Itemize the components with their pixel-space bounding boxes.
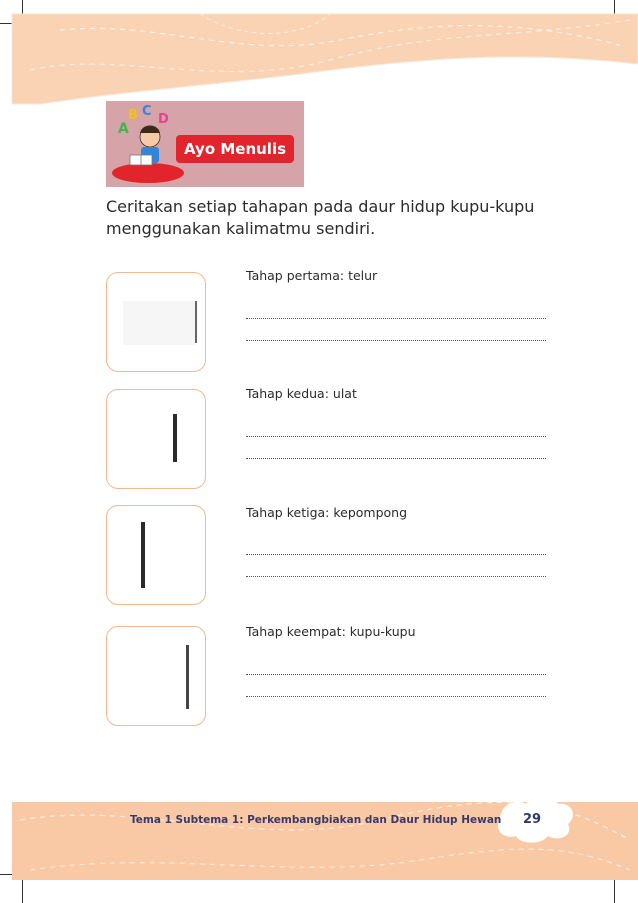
answer-line[interactable] xyxy=(246,434,546,437)
stage-label-4: Tahap keempat: kupu-kupu xyxy=(246,624,416,639)
stage-label-1: Tahap pertama: telur xyxy=(246,268,378,283)
instruction-text: Ceritakan setiap tahapan pada daur hidup kupu-kupu menggunakan kalimatmu sendiri. xyxy=(106,197,535,238)
answer-line[interactable] xyxy=(246,338,546,341)
svg-text:D: D xyxy=(158,112,169,127)
answer-line[interactable] xyxy=(246,672,546,675)
answer-line[interactable] xyxy=(246,574,546,577)
image-edge-mark xyxy=(195,301,197,343)
stage-image-box-2 xyxy=(106,389,206,489)
stage-image-box-1 xyxy=(106,272,206,372)
footer-theme-text: Tema 1 Subtema 1: Perkembangbiakan dan Daur Hidup Hewan xyxy=(130,814,502,826)
image-edge-mark xyxy=(186,645,189,709)
stage-image-box-4 xyxy=(106,626,206,726)
header-band xyxy=(0,0,638,110)
footer-band xyxy=(0,780,638,890)
stage-label-3: Tahap ketiga: kepompong xyxy=(246,505,408,520)
ayo-menulis-banner xyxy=(106,101,304,187)
svg-text:C: C xyxy=(142,104,152,119)
egg-image-placeholder xyxy=(123,301,195,345)
stage-image-box-3 xyxy=(106,505,206,605)
banner-title: Ayo Menulis xyxy=(176,135,294,163)
svg-text:B: B xyxy=(128,108,138,123)
answer-line[interactable] xyxy=(246,694,546,697)
image-edge-mark xyxy=(141,522,145,588)
stage-label-2: Tahap kedua: ulat xyxy=(246,386,357,401)
answer-line[interactable] xyxy=(246,316,546,319)
svg-text:A: A xyxy=(118,121,129,137)
image-edge-mark xyxy=(173,414,177,462)
page-number: 29 xyxy=(523,812,542,827)
answer-line[interactable] xyxy=(246,552,546,555)
answer-line[interactable] xyxy=(246,456,546,459)
